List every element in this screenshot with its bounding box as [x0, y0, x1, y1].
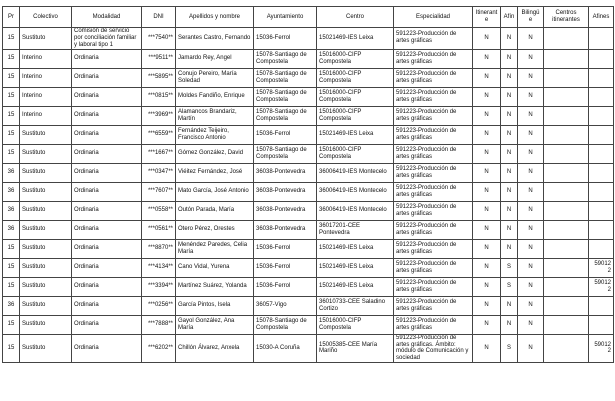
- cell-itinerante: N: [473, 163, 501, 182]
- cell-itinerante: N: [473, 220, 501, 239]
- cell-afin: N: [501, 68, 518, 87]
- cell-ayuntamiento: 36038-Pontevedra: [254, 163, 317, 182]
- cell-especialidad: 591223-Producción de artes gráficas: [394, 163, 473, 182]
- cell-colectivo: Sustituto: [20, 144, 72, 163]
- cell-colectivo: Sustituto: [20, 258, 72, 277]
- cell-afines: [589, 87, 614, 106]
- cell-nombre: Conujo Pereiro, María Soledad: [176, 68, 254, 87]
- cell-afines: [589, 182, 614, 201]
- cell-dni: ***1667**: [142, 144, 176, 163]
- cell-modalidad: Ordinaria: [72, 239, 142, 258]
- cell-pr: 36: [3, 182, 20, 201]
- cell-dni: ***3969**: [142, 106, 176, 125]
- cell-ayuntamiento: 15036-Ferrol: [254, 28, 317, 50]
- cell-modalidad: Ordinaria: [72, 220, 142, 239]
- cell-colectivo: Interino: [20, 49, 72, 68]
- cell-itinerante: N: [473, 277, 501, 296]
- cell-especialidad: 591223-Producción de artes gráficas: [394, 239, 473, 258]
- cell-colectivo: Sustituto: [20, 28, 72, 50]
- cell-centros-itinerantes: [544, 315, 589, 334]
- cell-bilingue: N: [518, 68, 544, 87]
- cell-nombre: Outón Parada, María: [176, 201, 254, 220]
- cell-nombre: Gómez González, David: [176, 144, 254, 163]
- cell-itinerante: N: [473, 68, 501, 87]
- cell-centro: 15005385-CEE María Mariño: [317, 334, 394, 363]
- cell-colectivo: Sustituto: [20, 220, 72, 239]
- cell-afines: [589, 144, 614, 163]
- cell-pr: 15: [3, 87, 20, 106]
- header-colectivo: Colectivo: [20, 7, 72, 28]
- cell-especialidad: 591223-Producción de artes gráficas: [394, 277, 473, 296]
- cell-colectivo: Sustituto: [20, 125, 72, 144]
- cell-bilingue: N: [518, 182, 544, 201]
- cell-afin: N: [501, 220, 518, 239]
- cell-colectivo: Sustituto: [20, 239, 72, 258]
- cell-afines: [589, 49, 614, 68]
- cell-itinerante: N: [473, 201, 501, 220]
- cell-nombre: Jamardo Rey, Angel: [176, 49, 254, 68]
- cell-especialidad: 591223-Producción de artes gráficas: [394, 220, 473, 239]
- cell-nombre: Chillón Álvarez, Anxela: [176, 334, 254, 363]
- cell-itinerante: N: [473, 182, 501, 201]
- cell-centros-itinerantes: [544, 28, 589, 50]
- table-row: [3, 239, 614, 258]
- cell-modalidad: Ordinaria: [72, 258, 142, 277]
- cell-especialidad: 591223-Producción de artes gráficas: [394, 201, 473, 220]
- cell-itinerante: N: [473, 125, 501, 144]
- cell-afin: N: [501, 315, 518, 334]
- cell-bilingue: N: [518, 87, 544, 106]
- cell-pr: 15: [3, 334, 20, 363]
- cell-afin: N: [501, 201, 518, 220]
- cell-afin: N: [501, 106, 518, 125]
- cell-pr: 15: [3, 28, 20, 50]
- cell-colectivo: Sustituto: [20, 163, 72, 182]
- cell-especialidad: 591223-Producción de artes gráficas: [394, 182, 473, 201]
- cell-especialidad: 591223-Producción de artes gráficas: [394, 49, 473, 68]
- cell-colectivo: Interino: [20, 87, 72, 106]
- cell-ayuntamiento: 15078-Santiago de Compostela: [254, 87, 317, 106]
- cell-afin: S: [501, 277, 518, 296]
- cell-bilingue: N: [518, 220, 544, 239]
- cell-modalidad: Comisión de servicio por conciliación familiar y laboral tipo 1: [72, 28, 142, 50]
- cell-modalidad: Ordinaria: [72, 296, 142, 315]
- table-row: [3, 315, 614, 334]
- cell-dni: ***7607**: [142, 182, 176, 201]
- cell-especialidad: 591223-Producción de artes gráficas: [394, 144, 473, 163]
- cell-bilingue: N: [518, 28, 544, 50]
- header-dni: DNI: [142, 7, 176, 28]
- cell-afines: [589, 106, 614, 125]
- cell-centro: 15016000-CIFP Compostela: [317, 144, 394, 163]
- cell-itinerante: N: [473, 296, 501, 315]
- cell-especialidad: 591223-Producción de artes gráficas: [394, 296, 473, 315]
- table-row: [3, 49, 614, 68]
- cell-dni: ***7540**: [142, 28, 176, 50]
- cell-bilingue: N: [518, 334, 544, 363]
- header-especialidad: Especialidad: [394, 7, 473, 28]
- cell-afines: 590122: [589, 258, 614, 277]
- cell-ayuntamiento: 15078-Santiago de Compostela: [254, 106, 317, 125]
- cell-centros-itinerantes: [544, 182, 589, 201]
- cell-dni: ***0256**: [142, 296, 176, 315]
- assignments-table: [2, 6, 614, 363]
- cell-itinerante: N: [473, 49, 501, 68]
- cell-dni: ***0347**: [142, 163, 176, 182]
- cell-centros-itinerantes: [544, 106, 589, 125]
- cell-dni: ***9511**: [142, 49, 176, 68]
- table-row: [3, 125, 614, 144]
- cell-nombre: García Pintos, Isela: [176, 296, 254, 315]
- cell-nombre: Serantes Castro, Fernando: [176, 28, 254, 50]
- cell-colectivo: Interino: [20, 68, 72, 87]
- cell-nombre: Mato García, José Antonio: [176, 182, 254, 201]
- table-row: [3, 277, 614, 296]
- cell-dni: ***0561**: [142, 220, 176, 239]
- cell-itinerante: N: [473, 28, 501, 50]
- cell-centro: 15021469-IES Leixa: [317, 239, 394, 258]
- cell-centros-itinerantes: [544, 258, 589, 277]
- cell-modalidad: Ordinaria: [72, 144, 142, 163]
- cell-colectivo: Sustituto: [20, 315, 72, 334]
- cell-centros-itinerantes: [544, 68, 589, 87]
- table-row: [3, 220, 614, 239]
- cell-nombre: Moldes Fandiño, Enrique: [176, 87, 254, 106]
- cell-afin: N: [501, 125, 518, 144]
- cell-centro: 15016000-CIFP Compostela: [317, 87, 394, 106]
- cell-bilingue: N: [518, 163, 544, 182]
- cell-afines: [589, 239, 614, 258]
- table-row: [3, 182, 614, 201]
- table-row: [3, 296, 614, 315]
- header-nombre: Apellidos y nombre: [176, 7, 254, 28]
- table-row: [3, 106, 614, 125]
- cell-especialidad: 591223-Producción de artes gráficas: [394, 68, 473, 87]
- cell-ayuntamiento: 15036-Ferrol: [254, 277, 317, 296]
- cell-centros-itinerantes: [544, 163, 589, 182]
- cell-dni: ***6202**: [142, 334, 176, 363]
- cell-especialidad: 591223-Producción de artes gráficas: [394, 28, 473, 50]
- cell-dni: ***8870**: [142, 239, 176, 258]
- header-bilingue: Bilingüe: [518, 7, 544, 28]
- cell-modalidad: Ordinaria: [72, 182, 142, 201]
- cell-ayuntamiento: 36057-Vigo: [254, 296, 317, 315]
- cell-dni: ***6559**: [142, 125, 176, 144]
- cell-bilingue: N: [518, 201, 544, 220]
- cell-afin: N: [501, 144, 518, 163]
- cell-afines: [589, 28, 614, 50]
- cell-afin: N: [501, 49, 518, 68]
- cell-bilingue: N: [518, 277, 544, 296]
- cell-afines: [589, 125, 614, 144]
- cell-itinerante: N: [473, 315, 501, 334]
- cell-pr: 36: [3, 220, 20, 239]
- cell-afines: [589, 315, 614, 334]
- table-row: [3, 334, 614, 363]
- cell-colectivo: Sustituto: [20, 296, 72, 315]
- cell-afines: 590122: [589, 334, 614, 363]
- cell-pr: 15: [3, 315, 20, 334]
- cell-dni: ***5895**: [142, 68, 176, 87]
- cell-bilingue: N: [518, 258, 544, 277]
- cell-pr: 15: [3, 49, 20, 68]
- cell-afin: N: [501, 182, 518, 201]
- cell-modalidad: Ordinaria: [72, 106, 142, 125]
- cell-centros-itinerantes: [544, 220, 589, 239]
- cell-nombre: Viéitez Fernández, José: [176, 163, 254, 182]
- cell-dni: ***3394**: [142, 277, 176, 296]
- cell-especialidad: 591223-Producción de artes gráficas: [394, 87, 473, 106]
- table-header-row: [3, 7, 614, 28]
- cell-bilingue: N: [518, 239, 544, 258]
- cell-bilingue: N: [518, 49, 544, 68]
- cell-pr: 15: [3, 125, 20, 144]
- cell-nombre: Gayol González, Ana María: [176, 315, 254, 334]
- cell-centro: 36006419-IES Montecelo: [317, 201, 394, 220]
- cell-itinerante: N: [473, 239, 501, 258]
- table-row: [3, 258, 614, 277]
- cell-pr: 36: [3, 163, 20, 182]
- header-afines: Afines: [589, 7, 614, 28]
- cell-nombre: Martínez Suárez, Yolanda: [176, 277, 254, 296]
- cell-modalidad: Ordinaria: [72, 87, 142, 106]
- cell-bilingue: N: [518, 125, 544, 144]
- table-row: [3, 201, 614, 220]
- cell-ayuntamiento: 36038-Pontevedra: [254, 182, 317, 201]
- cell-bilingue: N: [518, 144, 544, 163]
- table-row: [3, 163, 614, 182]
- cell-centro: 15016000-CIFP Compostela: [317, 49, 394, 68]
- cell-especialidad: 591223-Producción de artes gráficas: [394, 315, 473, 334]
- table-body: [3, 28, 614, 363]
- cell-centro: 15021469-IES Leixa: [317, 258, 394, 277]
- header-centro: Centro: [317, 7, 394, 28]
- cell-modalidad: Ordinaria: [72, 125, 142, 144]
- cell-centro: 36006419-IES Montecelo: [317, 163, 394, 182]
- cell-modalidad: Ordinaria: [72, 315, 142, 334]
- header-afin: Afín: [501, 7, 518, 28]
- cell-afin: S: [501, 334, 518, 363]
- cell-ayuntamiento: 15078-Santiago de Compostela: [254, 49, 317, 68]
- header-modalidad: Modalidad: [72, 7, 142, 28]
- cell-afines: [589, 68, 614, 87]
- cell-centro: 15021469-IES Leixa: [317, 277, 394, 296]
- cell-centros-itinerantes: [544, 296, 589, 315]
- cell-nombre: Menéndez Paredes, Celia María: [176, 239, 254, 258]
- cell-itinerante: N: [473, 87, 501, 106]
- cell-afines: [589, 163, 614, 182]
- header-centros-itinerantes: Centros itinerantes: [544, 7, 589, 28]
- cell-ayuntamiento: 15036-Ferrol: [254, 239, 317, 258]
- cell-modalidad: Ordinaria: [72, 163, 142, 182]
- cell-especialidad: 591223-Producción de artes gráficas: [394, 106, 473, 125]
- cell-itinerante: N: [473, 106, 501, 125]
- cell-bilingue: N: [518, 296, 544, 315]
- cell-nombre: Alamancos Brandariz, Martín: [176, 106, 254, 125]
- cell-pr: 15: [3, 106, 20, 125]
- cell-afin: N: [501, 28, 518, 50]
- cell-afines: 590122: [589, 277, 614, 296]
- cell-afines: [589, 201, 614, 220]
- cell-centro: 15016000-CIFP Compostela: [317, 68, 394, 87]
- cell-ayuntamiento: 36038-Pontevedra: [254, 220, 317, 239]
- cell-modalidad: Ordinaria: [72, 201, 142, 220]
- cell-ayuntamiento: 15078-Santiago de Compostela: [254, 68, 317, 87]
- header-ayuntamiento: Ayuntamiento: [254, 7, 317, 28]
- cell-centros-itinerantes: [544, 334, 589, 363]
- cell-centros-itinerantes: [544, 87, 589, 106]
- cell-centro: 15021469-IES Leixa: [317, 125, 394, 144]
- cell-pr: 15: [3, 239, 20, 258]
- cell-colectivo: Interino: [20, 106, 72, 125]
- table-row: [3, 87, 614, 106]
- cell-centro: 15016000-CIFP Compostela: [317, 106, 394, 125]
- cell-centro: 36017201-CEE Pontevedra: [317, 220, 394, 239]
- cell-pr: 15: [3, 144, 20, 163]
- cell-itinerante: N: [473, 334, 501, 363]
- cell-afin: N: [501, 296, 518, 315]
- cell-pr: 36: [3, 201, 20, 220]
- cell-colectivo: Sustituto: [20, 182, 72, 201]
- cell-dni: ***7888**: [142, 315, 176, 334]
- cell-pr: 15: [3, 68, 20, 87]
- cell-bilingue: N: [518, 106, 544, 125]
- cell-centros-itinerantes: [544, 277, 589, 296]
- cell-nombre: Otero Pérez, Orestes: [176, 220, 254, 239]
- header-pr: Pr: [3, 7, 20, 28]
- cell-ayuntamiento: 15036-Ferrol: [254, 125, 317, 144]
- cell-ayuntamiento: 15078-Santiago de Compostela: [254, 315, 317, 334]
- cell-afines: [589, 220, 614, 239]
- cell-bilingue: N: [518, 315, 544, 334]
- cell-nombre: Cano Vidal, Yurena: [176, 258, 254, 277]
- cell-centro: 36006419-IES Montecelo: [317, 182, 394, 201]
- cell-centro: 15016000-CIFP Compostela: [317, 315, 394, 334]
- cell-especialidad: 591223-Producción de artes gráficas: [394, 125, 473, 144]
- cell-centros-itinerantes: [544, 125, 589, 144]
- cell-modalidad: Ordinaria: [72, 68, 142, 87]
- cell-ayuntamiento: 15030-A Coruña: [254, 334, 317, 363]
- cell-pr: 15: [3, 277, 20, 296]
- cell-afines: [589, 296, 614, 315]
- cell-dni: ***4134**: [142, 258, 176, 277]
- cell-colectivo: Sustituto: [20, 334, 72, 363]
- cell-centro: 36010733-CEE Saladino Cortizo: [317, 296, 394, 315]
- cell-pr: 36: [3, 296, 20, 315]
- cell-modalidad: Ordinaria: [72, 277, 142, 296]
- table-row: [3, 144, 614, 163]
- cell-ayuntamiento: 15078-Santiago de Compostela: [254, 144, 317, 163]
- cell-afin: N: [501, 163, 518, 182]
- cell-dni: ***0558**: [142, 201, 176, 220]
- cell-itinerante: N: [473, 144, 501, 163]
- table-row: [3, 28, 614, 50]
- cell-ayuntamiento: 15036-Ferrol: [254, 258, 317, 277]
- cell-centros-itinerantes: [544, 239, 589, 258]
- cell-centros-itinerantes: [544, 144, 589, 163]
- cell-especialidad: 591223-Producción de artes gráficas. Ámbito: módulo de Comunicación y sociedad: [394, 334, 473, 363]
- cell-itinerante: N: [473, 258, 501, 277]
- cell-ayuntamiento: 36038-Pontevedra: [254, 201, 317, 220]
- cell-centro: 15021469-IES Leixa: [317, 28, 394, 50]
- cell-pr: 15: [3, 258, 20, 277]
- cell-modalidad: Ordinaria: [72, 49, 142, 68]
- cell-dni: ***0815**: [142, 87, 176, 106]
- cell-modalidad: Ordinaria: [72, 334, 142, 363]
- cell-nombre: Fernández Teijeiro, Francisco Antonio: [176, 125, 254, 144]
- cell-colectivo: Sustituto: [20, 277, 72, 296]
- cell-afin: S: [501, 258, 518, 277]
- cell-afin: N: [501, 239, 518, 258]
- cell-afin: N: [501, 87, 518, 106]
- header-itinerante: Itinerante: [473, 7, 501, 28]
- table-row: [3, 68, 614, 87]
- cell-centros-itinerantes: [544, 201, 589, 220]
- cell-especialidad: 591223-Producción de artes gráficas: [394, 258, 473, 277]
- cell-colectivo: Sustituto: [20, 201, 72, 220]
- cell-centros-itinerantes: [544, 49, 589, 68]
